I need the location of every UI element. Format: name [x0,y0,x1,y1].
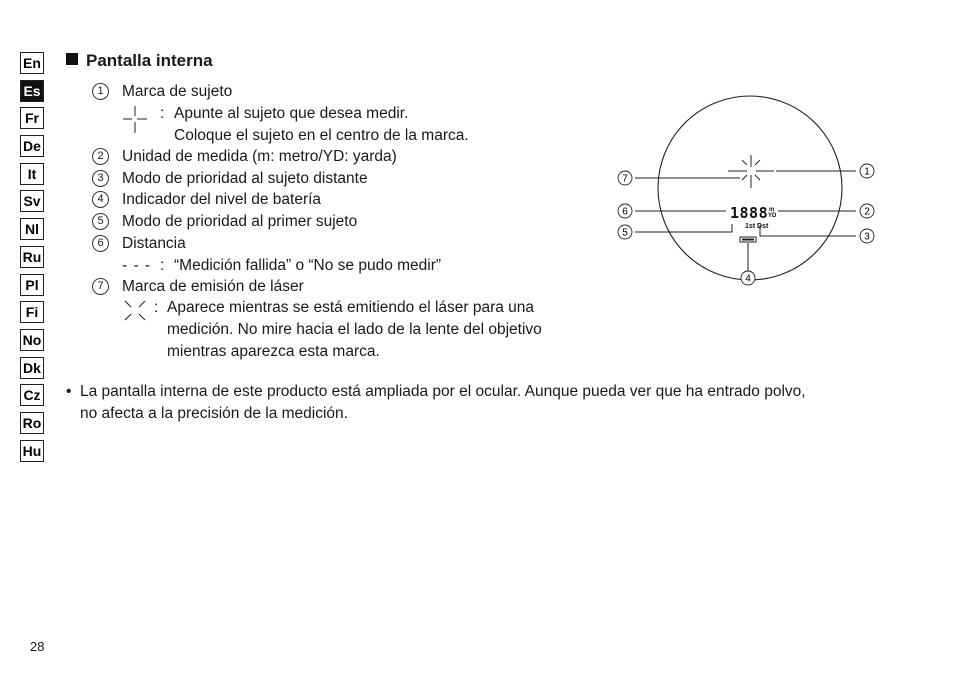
note-line-1: La pantalla interna de este producto está ampliada por el ocular. Aunque pueda ver que ha entrado polvo, [80,383,806,400]
item-label-7: Marca de emisión de láser [122,278,304,295]
section-title-text: Pantalla interna [86,51,213,70]
note [66,381,896,424]
item-number-3: 3 [92,170,109,187]
language-tab-no[interactable]: No [20,329,44,351]
diagram-unit-yd: YD [768,213,777,219]
language-tab-en[interactable]: En [20,52,44,74]
callout-7: 7 [622,173,628,185]
callout-6: 6 [622,206,628,218]
language-tabs [20,52,44,467]
item-label-1: Marca de sujeto [122,83,233,100]
language-tab-de[interactable]: De [20,135,44,157]
item-number-4: 4 [92,191,109,208]
laser-emission-icon [122,299,148,323]
language-tab-fi[interactable]: Fi [20,301,44,323]
distance-desc: “Medición fallida” o “No se pudo medir” [174,257,442,274]
diagram-readout: 1888 [730,204,769,222]
item-label-5: Modo de prioridad al primer sujeto [122,213,358,230]
diagram-unit-m: m [769,207,775,213]
language-tab-cz[interactable]: Cz [20,384,44,406]
language-tab-sv[interactable]: Sv [20,190,44,212]
section-title [66,51,213,71]
dashes-symbol: - - - [122,257,152,274]
subject-mark-icon [121,106,151,136]
callout-2: 2 [864,206,870,218]
note-line-2: no afecta a la precisión de la medición. [80,404,348,422]
internal-display-diagram [610,85,900,295]
language-tab-ro[interactable]: Ro [20,412,44,434]
item-number-7: 7 [92,278,109,295]
language-tab-hu[interactable]: Hu [20,440,44,462]
subject-mark-desc-2: Coloque el sujeto en el centro de la marca. [174,127,469,144]
square-bullet-icon [66,53,78,65]
bullet-dot: • [66,383,72,400]
item-number-1: 1 [92,83,109,100]
display-circle [658,96,842,280]
diagram-subject-mark [728,155,774,188]
laser-desc-3: mientras aparezca esta marca. [167,343,380,360]
item-number-5: 5 [92,213,109,230]
callout-4: 4 [745,273,751,285]
colon: : [160,257,165,274]
language-tab-es[interactable]: Es [20,80,44,102]
language-tab-pl[interactable]: Pl [20,274,44,296]
language-tab-ru[interactable]: Ru [20,246,44,268]
colon: : [160,105,165,122]
item-label-6: Distancia [122,235,186,252]
page-number: 28 [30,639,45,654]
language-tab-nl[interactable]: Nl [20,218,44,240]
language-tab-it[interactable]: It [20,163,44,185]
item-label-4: Indicador del nivel de batería [122,191,322,208]
item-label-2: Unidad de medida (m: metro/YD: yarda) [122,148,397,165]
diagram-mode-label: 1st Dst [745,223,769,230]
callout-3: 3 [864,231,870,243]
language-tab-dk[interactable]: Dk [20,357,44,379]
colon: : [154,299,159,316]
callout-1: 1 [864,166,870,178]
laser-desc-2: medición. No mire hacia el lado de la lente del objetivo [167,321,542,338]
item-number-6: 6 [92,235,109,252]
item-label-3: Modo de prioridad al sujeto distante [122,170,368,187]
callout-5: 5 [622,227,628,239]
subject-mark-desc-1: Apunte al sujeto que desea medir. [174,105,409,122]
language-tab-fr[interactable]: Fr [20,107,44,129]
item-number-2: 2 [92,148,109,165]
laser-desc-1: Aparece mientras se está emitiendo el láser para una [167,299,535,316]
